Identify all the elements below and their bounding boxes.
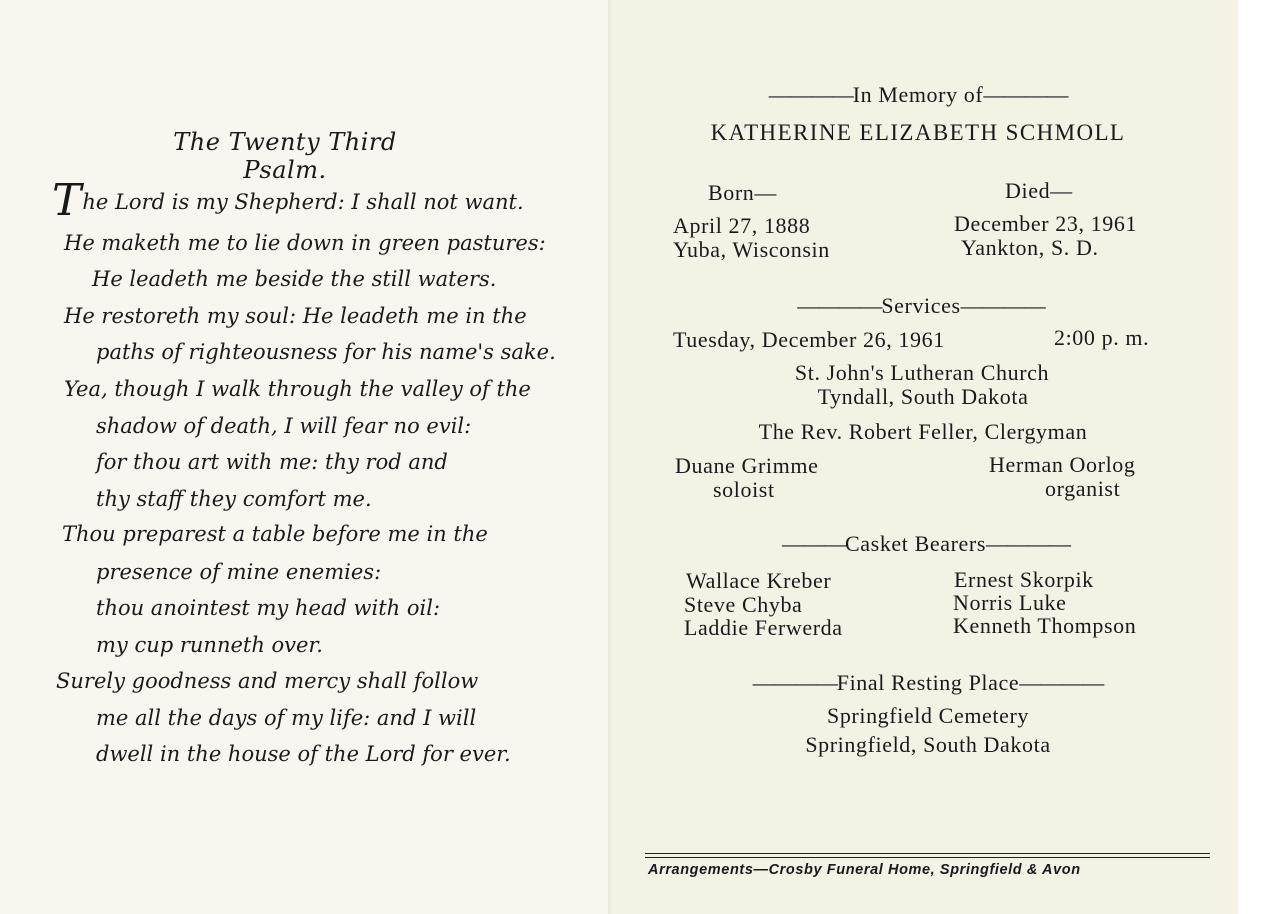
psalm-line: shadow of death, I will fear no evil:	[96, 414, 472, 438]
psalm-line: thy staff they comfort me.	[96, 487, 372, 511]
psalm-line: dwell in the house of the Lord for ever.	[96, 742, 511, 766]
cemetery-location: Springfield, South Dakota	[805, 732, 1051, 757]
organist-role: organist	[1045, 476, 1121, 501]
died-place: Yankton, S. D.	[961, 235, 1099, 260]
footer-rule-bottom	[645, 857, 1210, 858]
psalm-first-line: he Lord is my Shepherd: I shall not want.	[82, 190, 524, 214]
services-header: ————Services————	[797, 293, 1045, 318]
psalm-initial: T	[52, 175, 82, 226]
psalm-line: me all the days of my life: and I will	[96, 706, 477, 730]
cemetery-name: Springfield Cemetery	[826, 703, 1030, 728]
bearer-name: Wallace Kreber	[686, 568, 832, 593]
died-label: Died—	[1005, 178, 1073, 203]
clergyman: The Rev. Robert Feller, Clergyman	[758, 419, 1088, 444]
psalm-line: presence of mine enemies:	[96, 560, 382, 584]
born-label: Born—	[708, 180, 777, 205]
service-time: 2:00 p. m.	[1054, 325, 1150, 350]
soloist-name: Duane Grimme	[675, 453, 819, 478]
bearers-header: ———Casket Bearers————	[782, 531, 1070, 556]
soloist-role: soloist	[713, 477, 775, 502]
psalm-line: for thou art with me: thy rod and	[96, 450, 448, 474]
psalm-title: The Twenty Third Psalm.	[173, 128, 397, 184]
bearer-name: Ernest Skorpik	[954, 567, 1094, 592]
psalm-line: He leadeth me beside the still waters.	[92, 267, 497, 291]
church-location: Tyndall, South Dakota	[817, 384, 1029, 409]
psalm-line: He maketh me to lie down in green pastures:	[64, 231, 546, 255]
psalm-line: Thou preparest a table before me in the	[62, 522, 488, 546]
arrangements-footer: Arrangements—Crosby Funeral Home, Springfield & Avon	[648, 862, 1081, 878]
psalm-line: my cup runneth over.	[96, 633, 323, 657]
psalm-line	[52, 175, 524, 226]
psalm-line: He restoreth my soul: He leadeth me in the	[64, 304, 527, 328]
psalm-line: Yea, though I walk through the valley of the	[64, 377, 531, 401]
bearer-name: Laddie Ferwerda	[684, 615, 843, 640]
church-name: St. John's Lutheran Church	[794, 360, 1050, 385]
bearer-name: Norris Luke	[953, 590, 1067, 615]
born-date: April 27, 1888	[673, 213, 811, 238]
page-edge	[1238, 0, 1275, 914]
footer-rule-top	[645, 853, 1210, 854]
psalm-line: thou anointest my head with oil:	[96, 596, 441, 620]
bearer-name: Steve Chyba	[684, 592, 803, 617]
deceased-name: KATHERINE ELIZABETH SCHMOLL	[710, 120, 1126, 145]
psalm-line: Surely goodness and mercy shall follow	[56, 669, 479, 693]
organist-name: Herman Oorlog	[989, 452, 1136, 477]
died-date: December 23, 1961	[954, 211, 1138, 236]
resting-place-header: ————Final Resting Place————	[752, 670, 1104, 695]
psalm-line: paths of righteousness for his name's sake.	[96, 340, 556, 364]
service-date: Tuesday, December 26, 1961	[673, 327, 945, 352]
card-fold	[608, 0, 612, 914]
born-place: Yuba, Wisconsin	[673, 237, 830, 262]
bearer-name: Kenneth Thompson	[953, 613, 1137, 638]
memory-header: ————In Memory of————	[768, 82, 1068, 107]
